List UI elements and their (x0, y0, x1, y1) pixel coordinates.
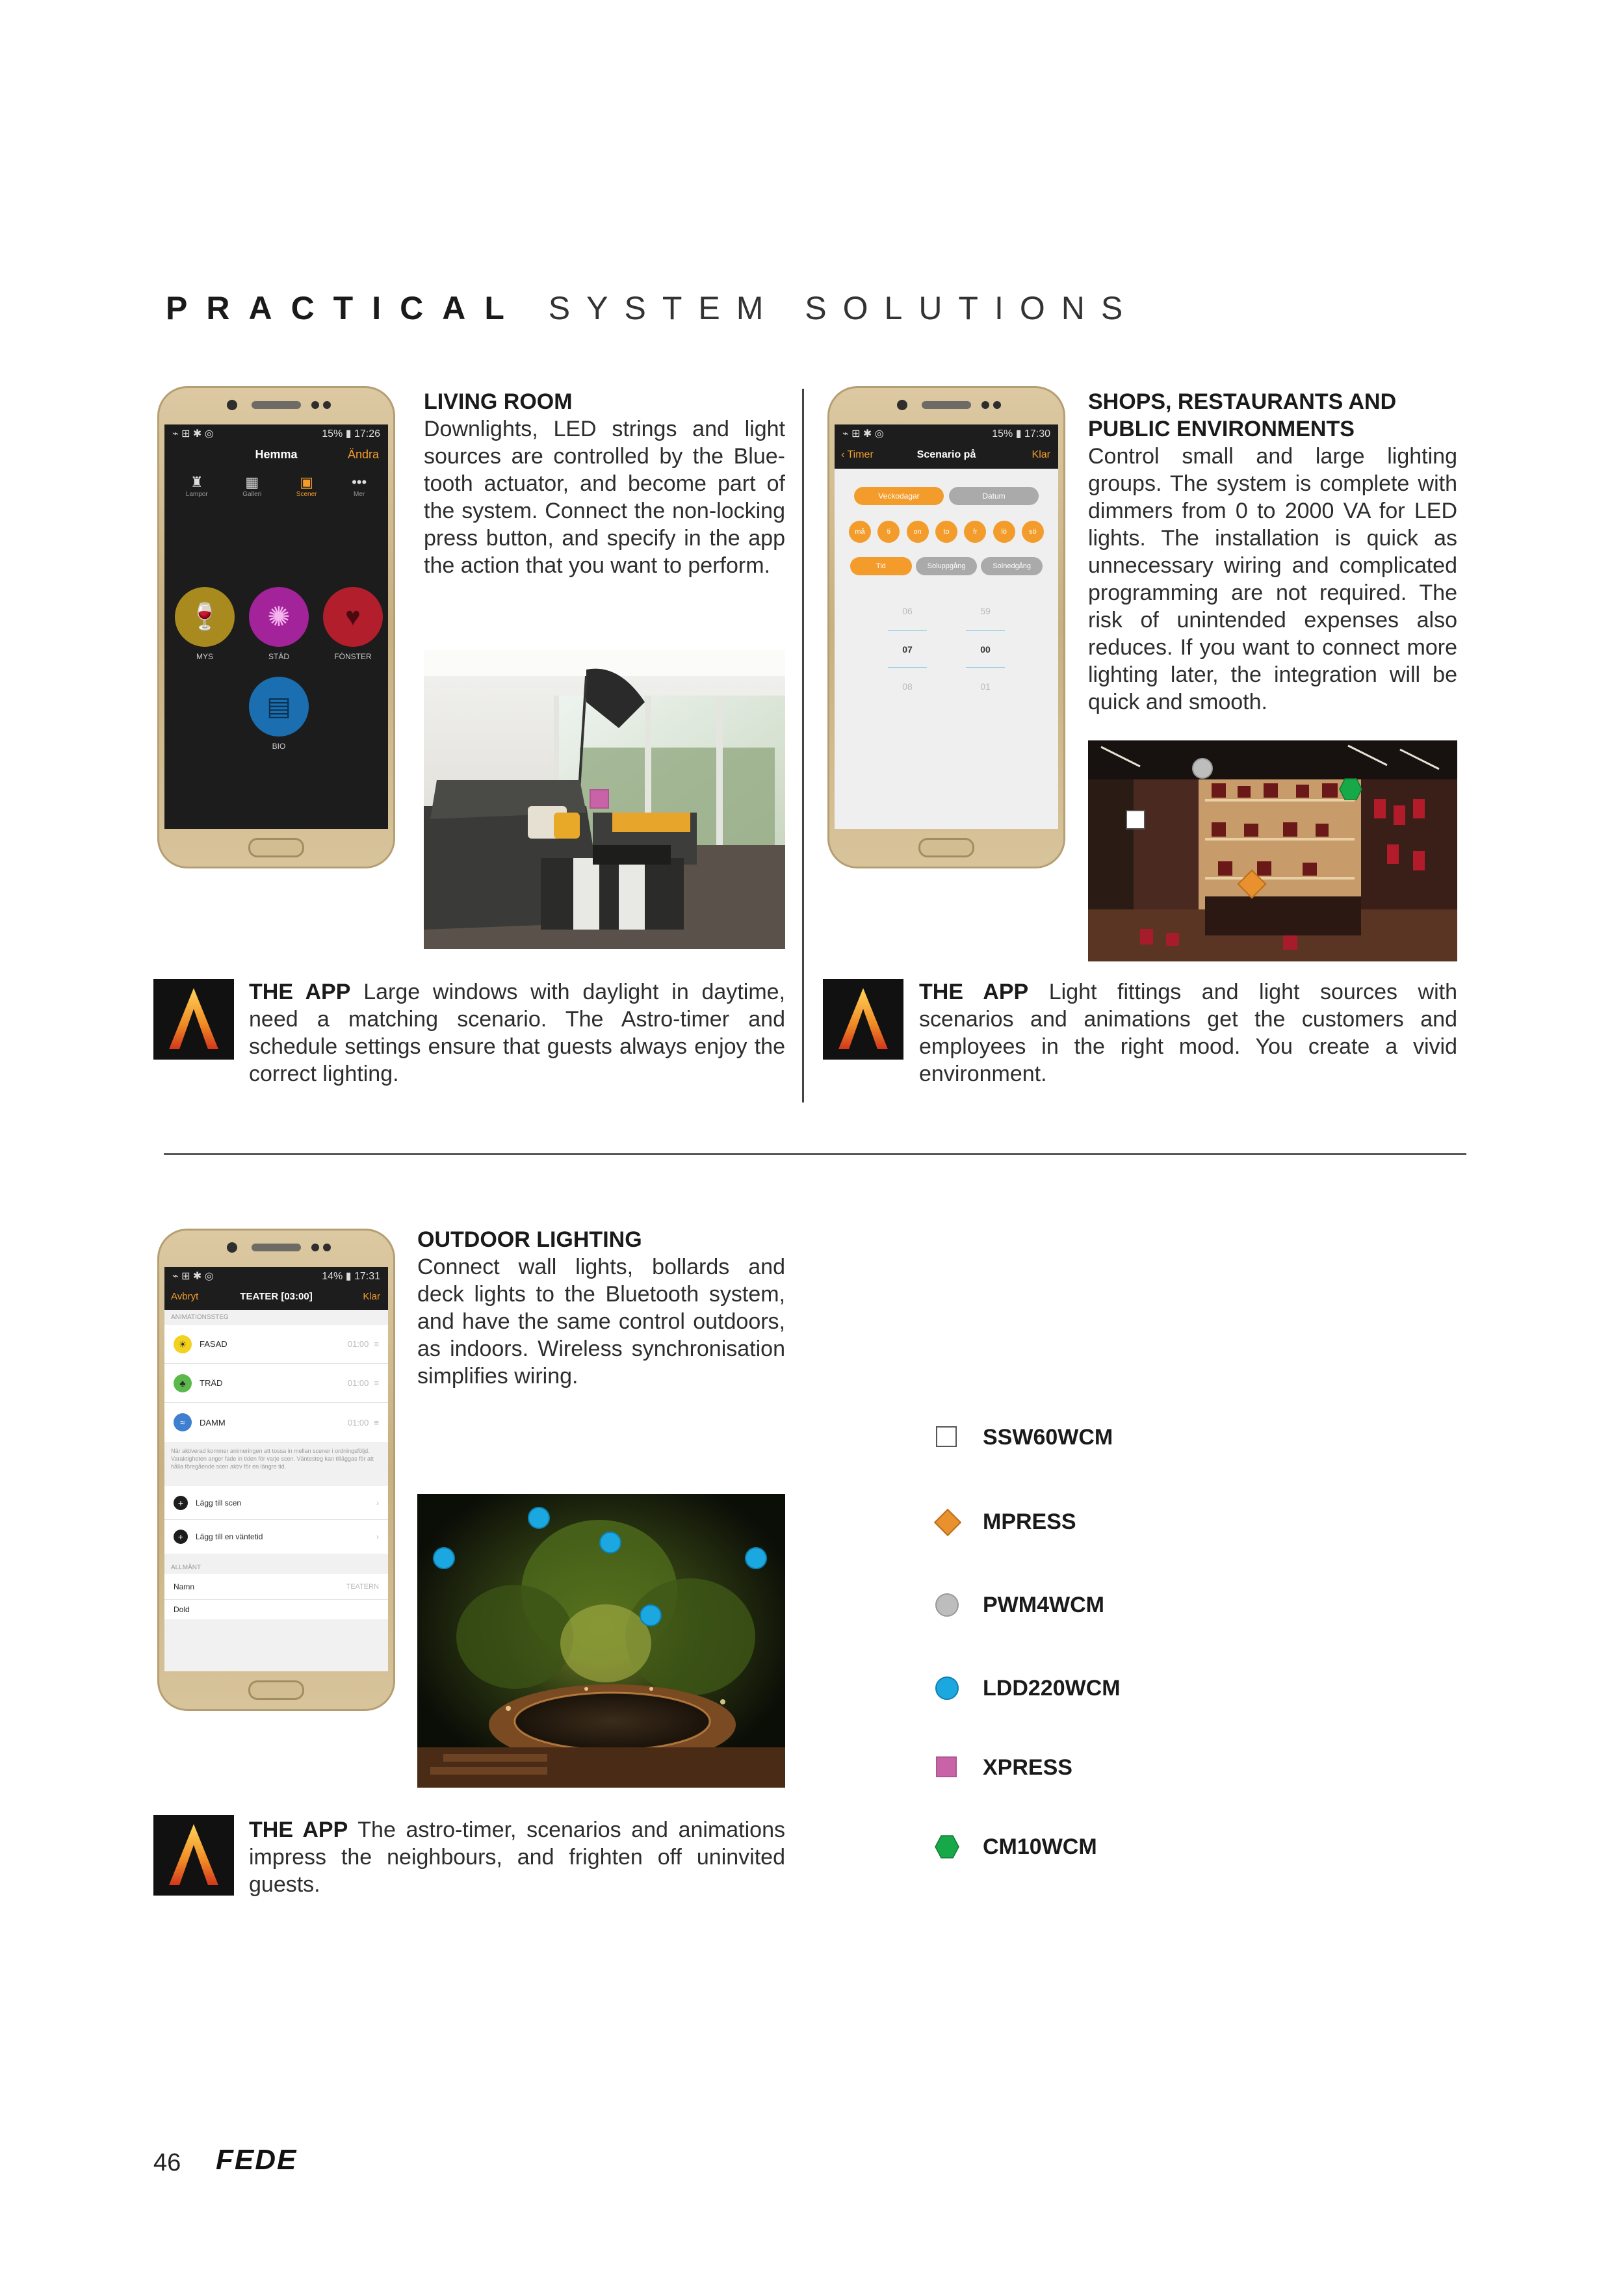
sensor-dot (323, 401, 331, 409)
info-note: När aktiverad kommer animeringen att tossa in mellan scener i ordningsföljd. Varaktigheten anger fade in tiden för varje scen. Väntesteg kan tilläggas för att hålla föregående scen aktiv för en längre tid. (171, 1448, 374, 1470)
list-item[interactable]: ♣ TRÄD 01:00 ≡ (164, 1364, 388, 1403)
time-mode-row (835, 543, 1058, 575)
day-toggle[interactable]: må (849, 521, 871, 543)
outdoor-screen (164, 1267, 388, 1671)
shops-app-text (919, 978, 1457, 1088)
legend-label: SSW60WCM (983, 1425, 1113, 1450)
square-outline-icon (936, 1426, 957, 1447)
section-header: ALLMÄNT (171, 1564, 201, 1571)
legend-label: MPRESS (983, 1509, 1076, 1534)
cancel-button[interactable]: Avbryt (171, 1291, 199, 1302)
app-label: THE APP (249, 980, 351, 1004)
home-button (918, 838, 974, 857)
app-description: Light fittings and light sources with scenarios and animations get the customers and employees in the right mood. You create a vivid environment. (919, 980, 1458, 1086)
speaker (252, 401, 301, 409)
speaker (252, 1244, 301, 1251)
date-mode-segments (835, 469, 1058, 505)
add-actions-list (164, 1486, 388, 1554)
more-icon: ••• (352, 474, 367, 490)
ldd220wcm-marker (528, 1507, 550, 1529)
circle-icon (935, 1676, 959, 1700)
segment-date[interactable]: Datum (949, 487, 1039, 505)
app-logo-icon (823, 979, 903, 1060)
scene-bio-button[interactable] (249, 677, 309, 737)
sensor-dot (993, 401, 1001, 409)
home-button (248, 838, 304, 857)
shops-body: Control small and large lighting groups. The system is complete with dimmers from 0 to 2000 VA for LED lights. The installation is quick as unnecessary wiring and complicated programming are not required. The risk of unintended expenses also reduces. If you want to connect more lighting later, the integration will be quick and smooth. (1088, 444, 1457, 714)
legend-label: XPRESS (983, 1755, 1072, 1780)
outdoor-phone (157, 1229, 395, 1711)
living-app-logo (153, 979, 234, 1060)
tab-more[interactable]: ••• Mer (352, 474, 367, 498)
name-row[interactable]: Namn TEATERN (164, 1574, 388, 1600)
mode-sunset[interactable]: Solnedgång (981, 557, 1043, 575)
list-item[interactable]: ≈ DAMM 01:00 ≡ (164, 1403, 388, 1442)
shops-heading: PUBLIC ENVIRONMENTS (1088, 417, 1355, 441)
title-light: SYSTEM SOLUTIONS (548, 290, 1139, 326)
mode-time[interactable]: Tid (850, 557, 912, 575)
ldd220wcm-marker (433, 1547, 455, 1569)
scenes-icon: ▣ (300, 474, 314, 490)
living-app-text (249, 978, 785, 1088)
screen-title: TEATER [03:00] (240, 1291, 313, 1302)
page-title (166, 289, 1139, 327)
tree-icon: ♣ (174, 1374, 192, 1392)
day-toggle[interactable]: fr (964, 521, 986, 543)
animation-steps-list (164, 1325, 388, 1442)
column-divider (802, 389, 804, 1102)
scene-label: STÄD (268, 652, 289, 661)
done-button[interactable]: Klar (363, 1291, 380, 1302)
app-header (164, 444, 388, 467)
living-text (424, 388, 785, 579)
scene-fonster-button[interactable] (323, 587, 383, 647)
name-field[interactable]: TEATERN (346, 1582, 379, 1591)
status-bar: ⌁ ⊞ ✱ ◎ 15% ▮ 17:30 (835, 424, 1058, 444)
living-phone (157, 386, 395, 868)
shop-photo (1088, 740, 1457, 961)
day-toggle[interactable]: sö (1022, 521, 1044, 543)
mode-sunrise[interactable]: Soluppgång (916, 557, 978, 575)
plus-icon: + (174, 1496, 188, 1510)
chevron-right-icon: › (376, 1532, 379, 1541)
outdoor-body: Connect wall lights, bollards and deck lights to the Bluetooth system, and have the same control outdoors, as indoors. Wireless synchronisation simplifies wiring. (417, 1255, 785, 1389)
general-settings (164, 1574, 388, 1619)
section-header: ANIMATIONSSTEG (171, 1314, 229, 1321)
xpress-marker (590, 789, 609, 809)
scene-label: BIO (272, 742, 286, 751)
scene-mys-button[interactable] (175, 587, 235, 647)
app-description: Large windows with daylight in daytime, need a matching scenario. The Astro-timer and schedule settings ensure that guests always enjoy the correct lighting. (249, 980, 786, 1086)
drag-handle-icon[interactable]: ≡ (374, 1417, 379, 1428)
sensor-dot (311, 401, 319, 409)
living-body: Downlights, LED strings and light sources are controlled by the Blue-tooth actuator, and become part of the system. Connect the non-locking press button, and specify in the app the action that you want to perform. (424, 417, 785, 578)
section-divider (164, 1153, 1466, 1155)
heart-icon: ♥ (345, 603, 361, 631)
back-button[interactable]: ‹ Timer (841, 449, 874, 460)
outdoor-app-logo (153, 1815, 234, 1896)
scene-label: MYS (196, 652, 213, 661)
tab-bar (164, 467, 388, 504)
circle-icon (935, 1593, 959, 1617)
hexagon-icon (935, 1834, 959, 1859)
outdoor-text (417, 1226, 785, 1390)
app-description: The astro-timer, scenarios and animations impress the neighbours, and frighten off uninvited guests. (249, 1818, 785, 1897)
sun-icon: ☀ (174, 1335, 192, 1353)
shops-phone (827, 386, 1065, 868)
gallery-icon: ▦ (245, 474, 259, 490)
screen-icon: ▤ (266, 692, 291, 721)
plus-icon: + (174, 1530, 188, 1544)
ssw60wcm-marker (1126, 810, 1145, 829)
outdoor-heading: OUTDOOR LIGHTING (417, 1227, 642, 1252)
tab-scenes[interactable]: ▣ Scener (296, 474, 317, 498)
sparkle-icon: ✺ (267, 601, 291, 632)
app-header (164, 1286, 388, 1310)
add-wait-row[interactable]: + Lägg till en väntetid › (164, 1520, 388, 1554)
list-item[interactable]: ☀ FASAD 01:00 ≡ (164, 1325, 388, 1364)
day-toggle[interactable]: ti (877, 521, 900, 543)
tab-lamps[interactable]: ♜ Lampor (185, 474, 208, 498)
shops-heading: SHOPS, RESTAURANTS AND (1088, 389, 1397, 414)
sensor-dot (981, 401, 989, 409)
weekday-row (835, 505, 1058, 543)
camera-icon (227, 400, 237, 410)
wine-icon: 🍷 (188, 603, 221, 631)
done-button[interactable]: Klar (1032, 449, 1050, 460)
screen-title: Hemma (255, 448, 298, 461)
home-button (248, 1680, 304, 1700)
app-logo-icon (153, 979, 234, 1060)
title-bold: PRACTICAL (166, 290, 523, 326)
sensor-dot (311, 1244, 319, 1251)
chevron-right-icon: › (376, 1498, 379, 1507)
app-logo-icon (153, 1815, 234, 1896)
shops-text (1088, 388, 1457, 716)
sensor-dot (323, 1244, 331, 1251)
square-icon (936, 1756, 957, 1777)
tab-gallery[interactable]: ▦ Galleri (242, 474, 262, 498)
water-icon: ≈ (174, 1413, 192, 1431)
shops-screen (835, 424, 1058, 829)
segment-weekdays[interactable]: Veckodagar (854, 487, 944, 505)
shops-app-logo (823, 979, 903, 1060)
camera-icon (227, 1242, 237, 1253)
legend-label: CM10WCM (983, 1834, 1097, 1859)
hour-wheel[interactable]: 06 07 08 (888, 592, 927, 705)
status-bar: ⌁ ⊞ ✱ ◎ 14% ▮ 17:31 (164, 1267, 388, 1286)
cm10wcm-marker (1339, 777, 1362, 801)
legend (933, 1424, 1258, 1879)
app-label: THE APP (919, 980, 1029, 1004)
pwm4wcm-marker (1192, 758, 1213, 779)
living-screen (164, 424, 388, 829)
app-header (835, 444, 1058, 469)
page-number: 46 (153, 2149, 181, 2176)
ldd220wcm-marker (745, 1547, 767, 1569)
camera-icon (897, 400, 907, 410)
brand-logo: FEDE (216, 2144, 298, 2176)
scene-label: FÖNSTER (334, 652, 372, 661)
screen-title: Scenario på (916, 449, 976, 460)
add-scene-row[interactable]: + Lägg till scen › (164, 1486, 388, 1520)
day-toggle[interactable]: on (907, 521, 929, 543)
edit-button[interactable]: Ändra (347, 448, 379, 461)
diamond-icon (934, 1509, 961, 1536)
lamp-icon: ♜ (190, 474, 203, 490)
app-label: THE APP (249, 1818, 348, 1842)
scene-stad-button[interactable] (249, 587, 309, 647)
hidden-row[interactable]: Dold (174, 1605, 190, 1614)
day-toggle[interactable]: lö (993, 521, 1015, 543)
ldd220wcm-marker (599, 1532, 621, 1554)
ldd220wcm-marker (640, 1604, 662, 1626)
time-picker[interactable] (835, 575, 1058, 705)
outdoor-app-text (249, 1816, 785, 1898)
speaker (922, 401, 971, 409)
hexagon-icon (1339, 777, 1362, 801)
drag-handle-icon[interactable]: ≡ (374, 1378, 379, 1388)
living-heading: LIVING ROOM (424, 389, 573, 414)
legend-label: PWM4WCM (983, 1593, 1104, 1617)
status-bar: ⌁ ⊞ ✱ ◎ 15% ▮ 17:26 (172, 428, 380, 439)
legend-label: LDD220WCM (983, 1676, 1121, 1701)
day-toggle[interactable]: to (935, 521, 957, 543)
drag-handle-icon[interactable]: ≡ (374, 1339, 379, 1349)
minute-wheel[interactable]: 59 00 01 (966, 592, 1005, 705)
